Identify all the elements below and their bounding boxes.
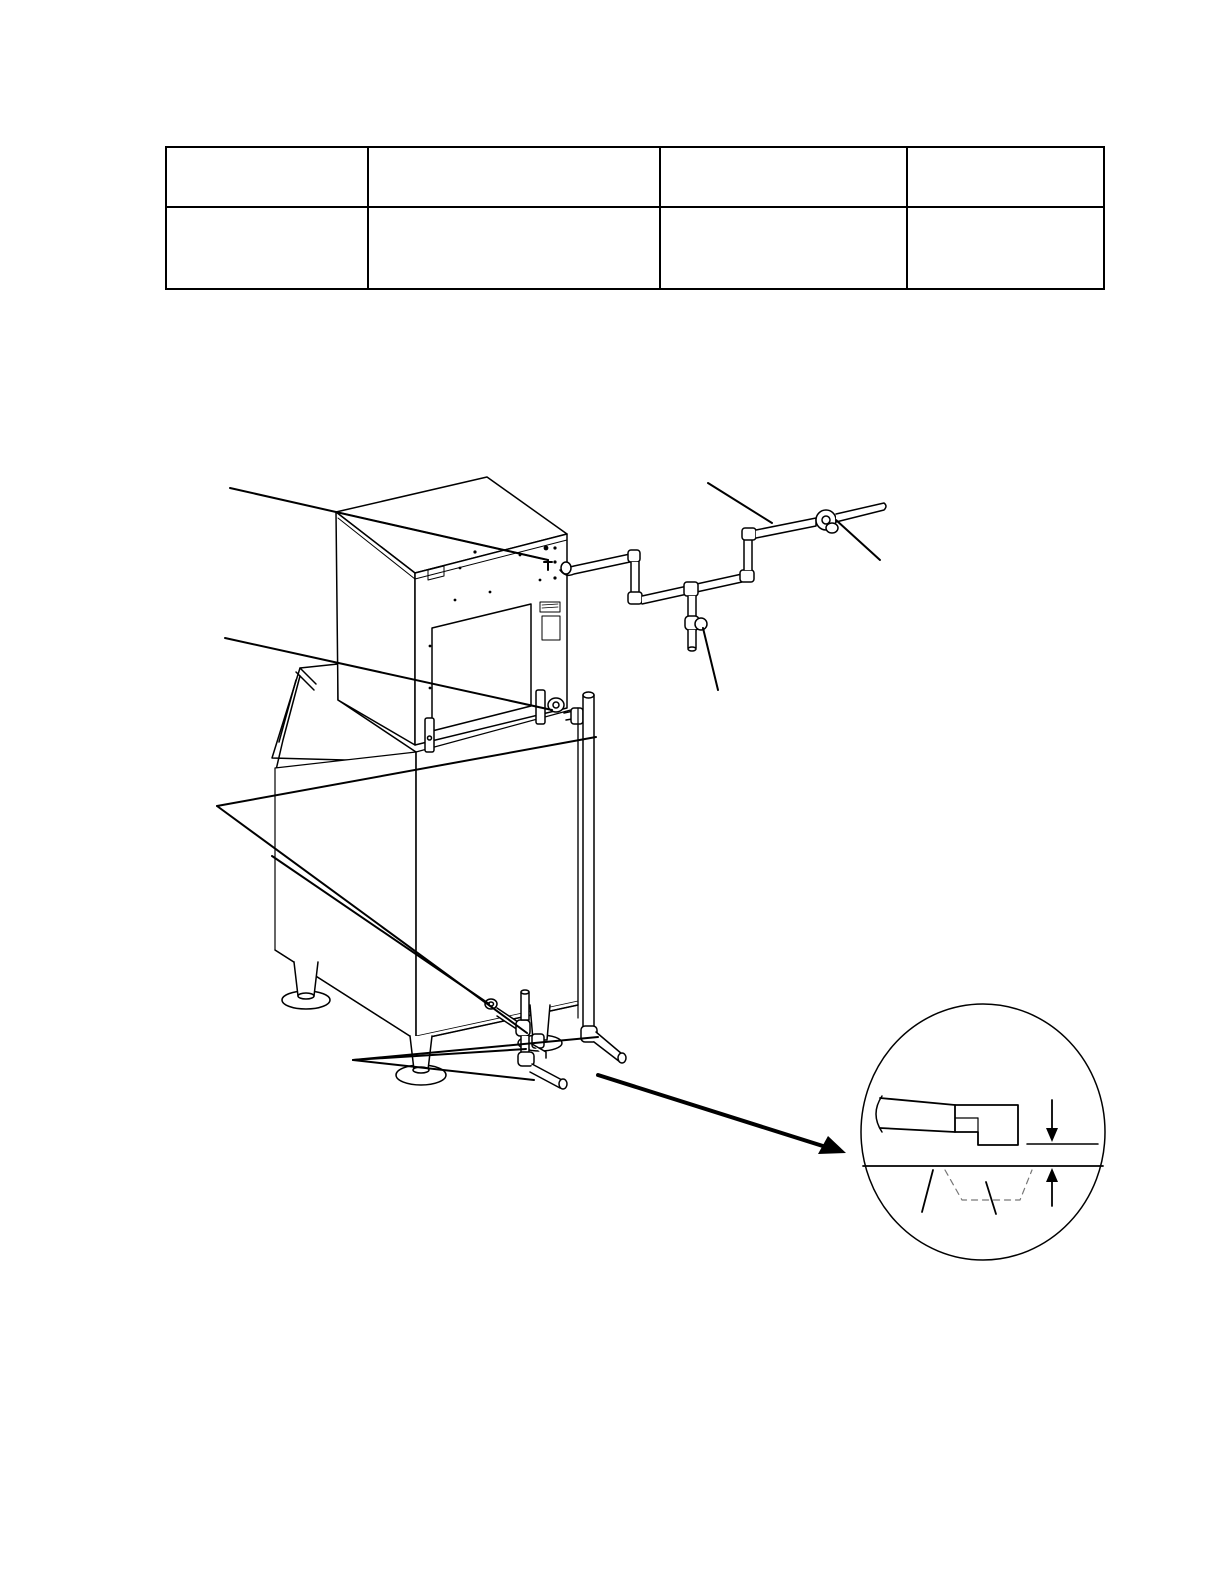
water-inlet-line (560, 503, 886, 604)
detail-inset-floor-drain (861, 1004, 1105, 1260)
detail-arrow (598, 1075, 846, 1154)
drain-valve (685, 596, 707, 651)
ice-machine-head (336, 477, 567, 752)
